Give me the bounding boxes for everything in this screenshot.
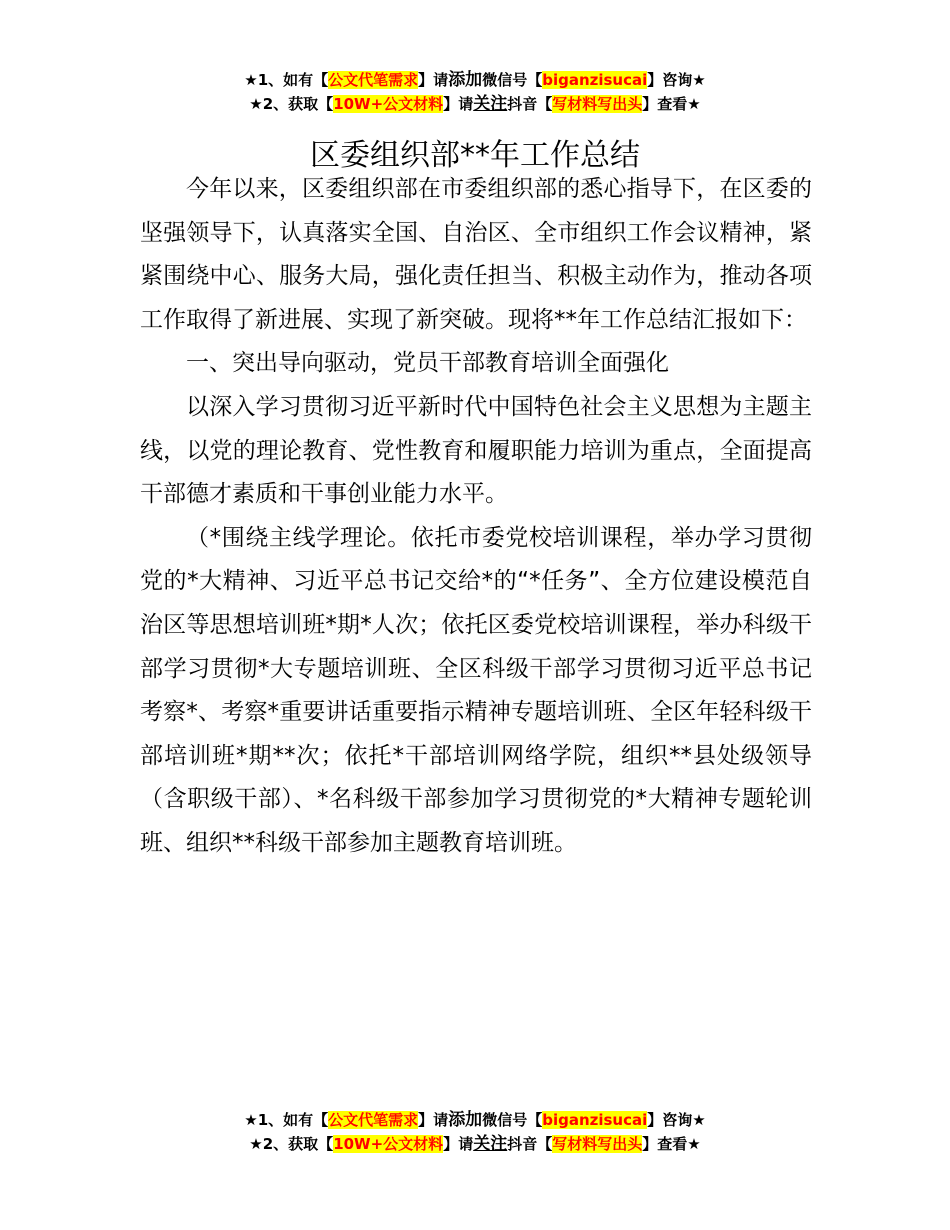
header-line1-mid2: 微信号【 (482, 71, 543, 89)
header-line2-highlight-materials: 10W+公文材料 (333, 95, 444, 113)
footer-line1-suffix: 】咨询★ (647, 1111, 706, 1129)
document-title: 区委组织部**年工作总结 (310, 138, 640, 174)
document-body (140, 168, 812, 866)
footer-line2-mid2: 抖音【 (507, 1135, 553, 1153)
header-line2-prefix: ★2、获取【 (249, 95, 334, 113)
header-line1-prefix: ★1、如有【 (244, 71, 329, 89)
paragraph-section-1-summary: 以深入学习贯彻习近平新时代中国特色社会主义思想为主题主线，以党的理论教育、党性教育和履职能力培训为重点，全面提高干部德才素质和干事创业能力水平。 (140, 393, 812, 508)
footer-line1-prefix: ★1、如有【 (244, 1111, 329, 1129)
header-line2-highlight-douyin: 写材料写出头 (552, 95, 643, 113)
header-line1-highlight-service: 公文代笔需求 (328, 71, 419, 89)
header-line1-highlight-wechat-id: biganzisucai (542, 71, 648, 89)
footer-line2-mid1: 】请 (443, 1135, 474, 1153)
paragraph-intro: 今年以来，区委组织部在市委组织部的悉心指导下，在区委的坚强领导下，认真落实全国、自治区、全市组织工作会议精神，紧紧围绕中心、服务大局，强化责任担当、积极主动作为，推动各项工作取得了新进展、实现了新突破。现将**年工作总结汇报如下： (140, 176, 812, 333)
footer-line1-mid2: 微信号【 (482, 1111, 543, 1129)
footer-line2-highlight-douyin: 写材料写出头 (552, 1135, 643, 1153)
footer-banner-line-1 (0, 1108, 950, 1132)
footer-line1-highlight-service: 公文代笔需求 (328, 1111, 419, 1129)
footer-line2-emphasis: 关注 (473, 1134, 508, 1154)
footer-banner (0, 1108, 950, 1156)
header-banner (0, 68, 950, 116)
footer-banner-line-2 (0, 1132, 950, 1156)
footer-line2-highlight-materials: 10W+公文材料 (333, 1135, 444, 1153)
section-heading-1: 一、突出导向驱动，党员干部教育培训全面强化 (186, 350, 669, 377)
header-line2-mid2: 抖音【 (507, 95, 553, 113)
header-line1-mid1: 】请 (418, 71, 449, 89)
footer-line2-prefix: ★2、获取【 (249, 1135, 334, 1153)
footer-line1-emphasis: 添加 (448, 1110, 483, 1130)
header-banner-line-1 (0, 68, 950, 92)
header-line1-suffix: 】咨询★ (647, 71, 706, 89)
header-line2-mid1: 】请 (443, 95, 474, 113)
footer-line2-suffix: 】查看★ (642, 1135, 701, 1153)
header-line1-emphasis: 添加 (448, 70, 483, 90)
footer-line1-mid1: 】请 (418, 1111, 449, 1129)
header-banner-line-2 (0, 92, 950, 116)
footer-line1-highlight-wechat-id: biganzisucai (542, 1111, 648, 1129)
header-line2-emphasis: 关注 (473, 94, 508, 114)
paragraph-section-1-item-1: （*围绕主线学理论。依托市委党校培训课程，举办学习贯彻党的*大精神、习近平总书记交给*的“*任务”、全方位建设模范自治区等思想培训班*期*人次；依托区委党校培训课程，举办科级干部学习贯彻*大专题培训班、全区科级干部学习贯彻习近平总书记考察*、考察*重要讲话重要指示精神专题培训班、全区年轻科级干部培训班*期**次；依托*干部培训网络学院，组织**县处级领导（含职级干部）、*名科级干部参加学习贯彻党的*大精神专题轮训班、组织**科级干部参加主题教育培训班。 (140, 524, 812, 856)
header-line2-suffix: 】查看★ (642, 95, 701, 113)
